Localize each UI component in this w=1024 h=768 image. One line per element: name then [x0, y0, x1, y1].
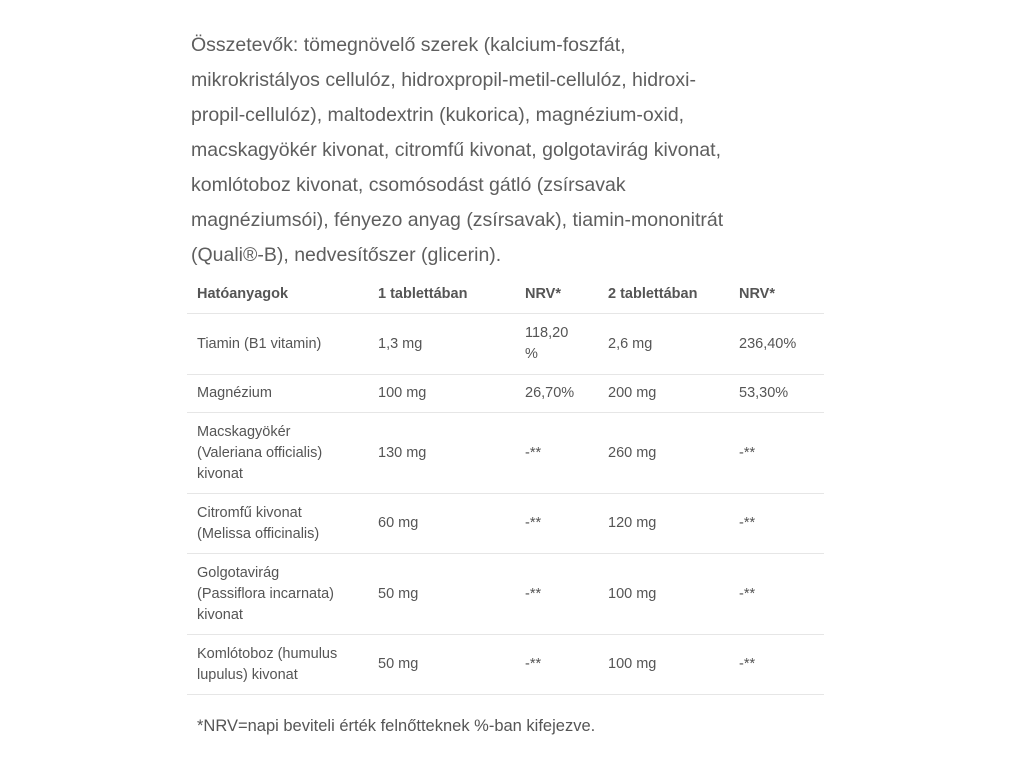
- nrv-value: 118,20 %: [525, 325, 569, 362]
- ingredients-line: magnéziumsói), fényezo anyag (zsírsavak), tiamin-mononitrát: [191, 209, 724, 231]
- cell-dose-2: 100 mg: [598, 554, 729, 635]
- table-row: [187, 494, 824, 554]
- cell-dose-2: 2,6 mg: [598, 314, 729, 375]
- header-nrv-2: NRV*: [729, 275, 824, 314]
- cell-dose-2: 260 mg: [598, 413, 729, 494]
- cell-nrv-1: -**: [515, 635, 598, 695]
- cell-dose-2: 200 mg: [598, 375, 729, 413]
- ingredients-line: Összetevők: tömegnövelő szerek (kalcium-foszfát,: [191, 34, 626, 56]
- ingredient-name-line: kivonat: [197, 606, 243, 623]
- cell-ingredient: [187, 494, 368, 554]
- cell-dose-1: 100 mg: [368, 375, 515, 413]
- cell-ingredient: [187, 554, 368, 635]
- ingredient-name-line: kivonat: [197, 465, 243, 482]
- cell-dose-2: 120 mg: [598, 494, 729, 554]
- table-row: [187, 413, 824, 494]
- cell-dose-2: 100 mg: [598, 635, 729, 695]
- table-row: [187, 375, 824, 413]
- ingredient-name-line: Macskagyökér: [197, 423, 291, 440]
- cell-dose-1: 50 mg: [368, 635, 515, 695]
- ingredient-name-line: (Passiflora incarnata): [197, 585, 334, 602]
- cell-nrv-2: 236,40%: [729, 314, 824, 375]
- cell-nrv-2: -**: [729, 554, 824, 635]
- cell-nrv-2: -**: [729, 494, 824, 554]
- cell-ingredient: [187, 635, 368, 695]
- ingredients-text: [191, 28, 791, 273]
- cell-nrv-1: 26,70%: [515, 375, 598, 413]
- ingredients-line: propil-cellulóz), maltodextrin (kukorica), magnézium-oxid,: [191, 104, 685, 126]
- nutrition-table: [187, 275, 824, 695]
- ingredients-line: (Quali®-B), nedvesítőszer (glicerin).: [191, 244, 502, 266]
- cell-nrv-2: 53,30%: [729, 375, 824, 413]
- header-active-ingredients: Hatóanyagok: [187, 275, 368, 314]
- cell-nrv-1: -**: [515, 554, 598, 635]
- table-row: [187, 314, 824, 375]
- cell-dose-1: 1,3 mg: [368, 314, 515, 375]
- ingredient-name-line: Komlótoboz (humulus: [197, 645, 338, 662]
- ingredient-name-line: lupulus) kivonat: [197, 666, 298, 683]
- cell-ingredient: Magnézium: [187, 375, 368, 413]
- cell-nrv-1: -**: [515, 413, 598, 494]
- cell-nrv-2: -**: [729, 635, 824, 695]
- cell-dose-1: 60 mg: [368, 494, 515, 554]
- header-nrv-1: NRV*: [515, 275, 598, 314]
- ingredients-line: mikrokristályos cellulóz, hidroxpropil-metil-cellulóz, hidroxi-: [191, 69, 696, 91]
- cell-dose-1: 130 mg: [368, 413, 515, 494]
- cell-ingredient: [187, 413, 368, 494]
- table-header-row: [187, 275, 824, 314]
- cell-ingredient: Tiamin (B1 vitamin): [187, 314, 368, 375]
- cell-nrv-1: -**: [515, 494, 598, 554]
- ingredient-name-line: (Melissa officinalis): [197, 525, 320, 542]
- cell-nrv-1: [515, 314, 598, 375]
- ingredients-line: macskagyökér kivonat, citromfű kivonat, golgotavirág kivonat,: [191, 139, 721, 161]
- header-per-2-tablets: 2 tablettában: [598, 275, 729, 314]
- header-per-1-tablet: 1 tablettában: [368, 275, 515, 314]
- ingredient-name-line: Golgotavirág: [197, 564, 280, 581]
- ingredients-line: komlótoboz kivonat, csomósodást gátló (zsírsavak: [191, 174, 626, 196]
- table-row: [187, 554, 824, 635]
- ingredient-name-line: Citromfű kivonat: [197, 504, 302, 521]
- cell-nrv-2: -**: [729, 413, 824, 494]
- table-row: [187, 635, 824, 695]
- ingredient-name-line: (Valeriana officialis): [197, 444, 323, 461]
- cell-dose-1: 50 mg: [368, 554, 515, 635]
- nrv-footnote: *NRV=napi beviteli érték felnőtteknek %-ban kifejezve.: [197, 717, 596, 735]
